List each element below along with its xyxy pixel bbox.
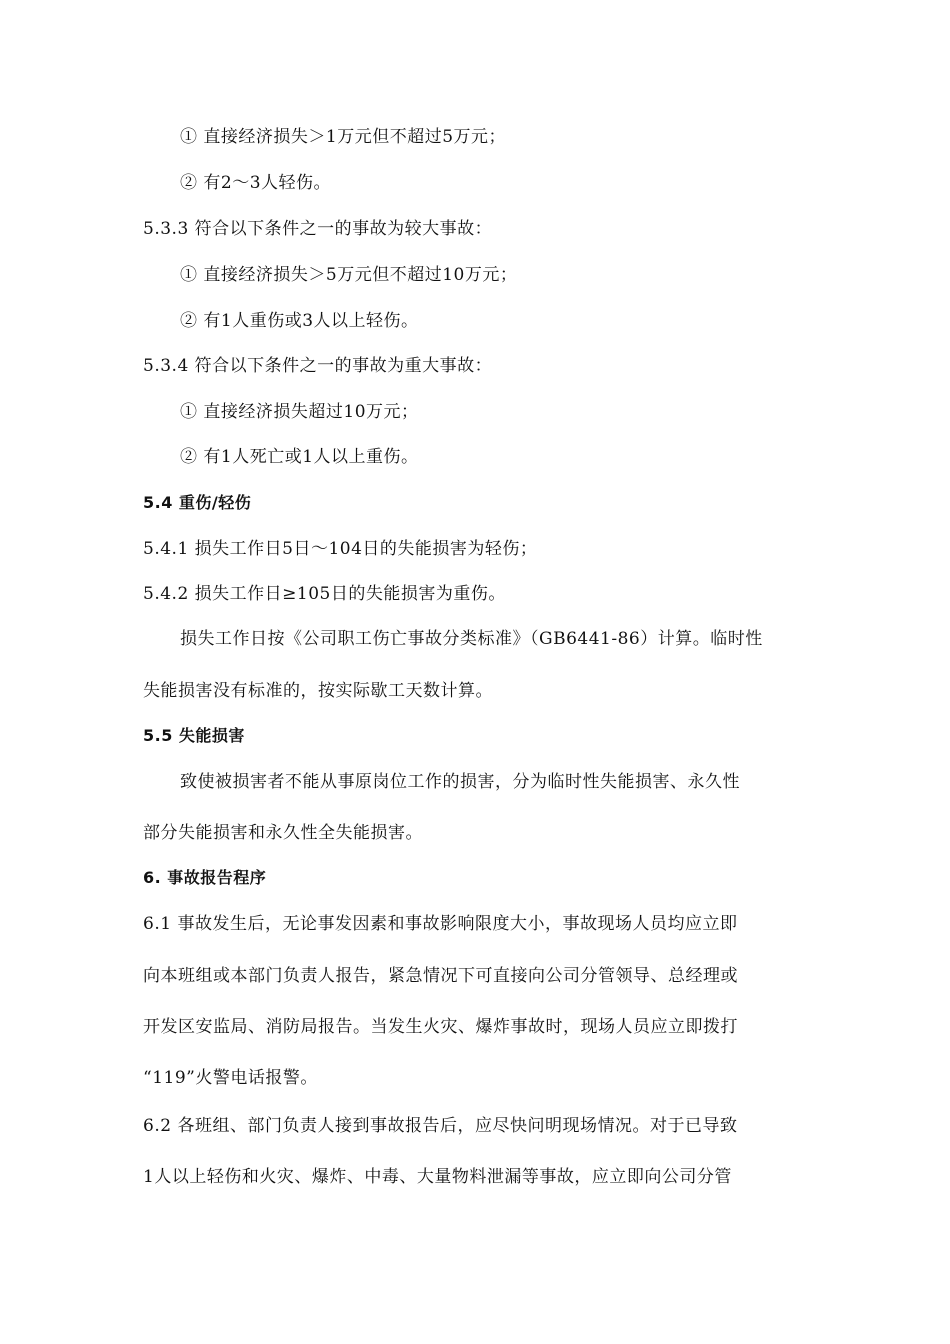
paragraph-line: 1人以上轻伤和火灾、爆炸、中毒、大量物料泄漏等事故，应立即向公司分管 (143, 1167, 732, 1187)
paragraph-line: 6.1 事故发生后，无论事发因素和事故影响限度大小，事故现场人员均应立即 (143, 914, 738, 934)
paragraph-line: 致使被损害者不能从事原岗位工作的损害，分为临时性失能损害、永久性 (180, 772, 740, 792)
paragraph-line: 向本班组或本部门负责人报告，紧急情况下可直接向公司分管领导、总经理或 (143, 966, 738, 986)
clause-text: 5.4.2 损失工作日≥105日的失能损害为重伤。 (143, 584, 506, 604)
list-item: ② 有1人重伤或3人以上轻伤。 (180, 311, 419, 331)
paragraph-line: “119”火警电话报警。 (143, 1068, 318, 1088)
clause-heading: 5.3.3 符合以下条件之一的事故为较大事故： (143, 219, 493, 239)
clause-text: 5.4.1 损失工作日5日～104日的失能损害为轻伤； (143, 539, 538, 559)
section-heading: 6. 事故报告程序 (143, 868, 267, 887)
paragraph-line: 损失工作日按《公司职工伤亡事故分类标准》（GB6441-86）计算。临时性 (180, 629, 763, 649)
paragraph-line: 开发区安监局、消防局报告。当发生火灾、爆炸事故时，现场人员应立即拨打 (143, 1017, 738, 1037)
paragraph-line: 部分失能损害和永久性全失能损害。 (143, 823, 423, 843)
clause-heading: 5.3.4 符合以下条件之一的事故为重大事故： (143, 356, 493, 376)
list-item: ② 有2～3人轻伤。 (180, 173, 332, 193)
list-item: ① 直接经济损失＞1万元但不超过5万元； (180, 127, 507, 147)
list-item: ① 直接经济损失＞5万元但不超过10万元； (180, 265, 518, 285)
paragraph-line: 6.2 各班组、部门负责人接到事故报告后，应尽快问明现场情况。对于已导致 (143, 1116, 738, 1136)
list-item: ② 有1人死亡或1人以上重伤。 (180, 447, 419, 467)
section-heading: 5.4 重伤/轻伤 (143, 493, 252, 512)
section-heading: 5.5 失能损害 (143, 726, 245, 745)
list-item: ① 直接经济损失超过10万元； (180, 402, 419, 422)
paragraph-line: 失能损害没有标准的，按实际歇工天数计算。 (143, 681, 493, 701)
